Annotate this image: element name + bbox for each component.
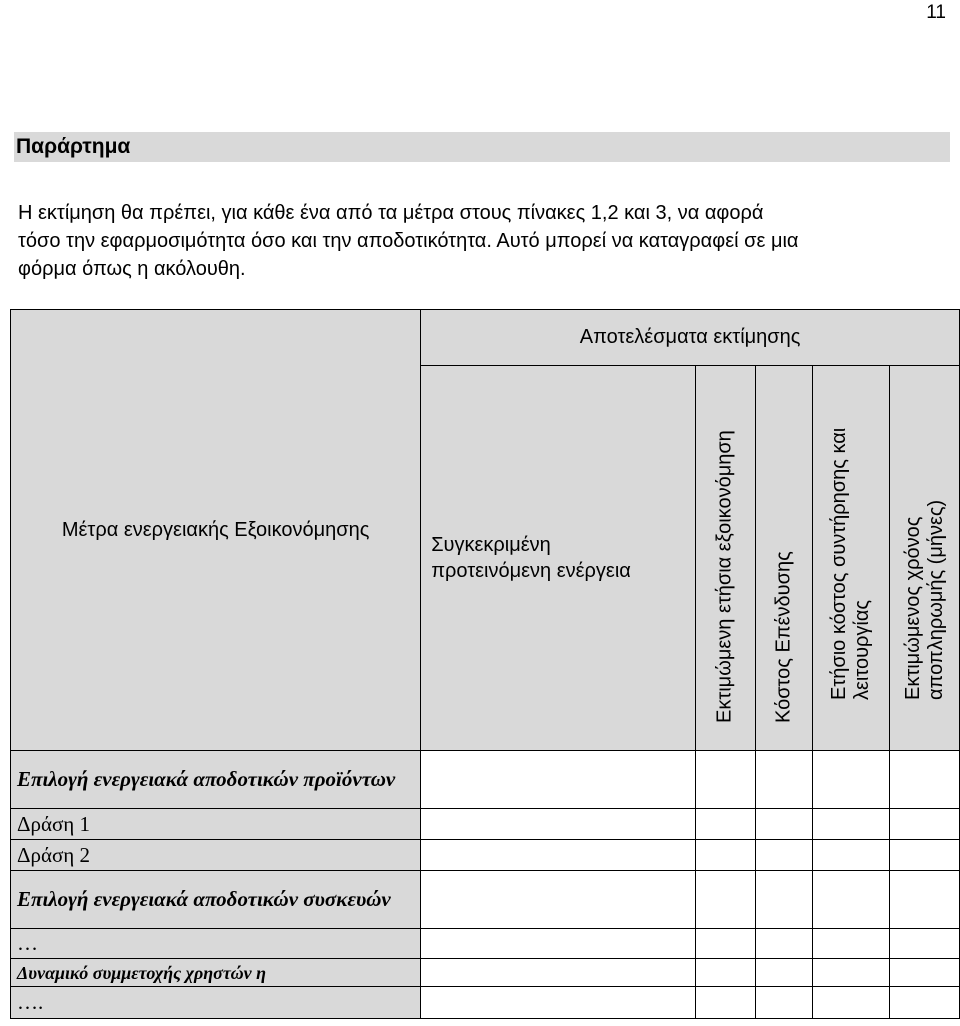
value-cell[interactable] — [755, 929, 813, 959]
action-cell[interactable] — [421, 751, 696, 809]
row-label: Δράση 1 — [11, 809, 421, 840]
action-header-line: προτεινόμενη ενέργεια — [431, 560, 631, 582]
value-cell[interactable] — [890, 987, 960, 1019]
value-cell[interactable] — [813, 929, 890, 959]
value-cell[interactable] — [890, 840, 960, 871]
assessment-form-table — [10, 309, 960, 1019]
value-cell[interactable] — [813, 871, 890, 929]
value-cell[interactable] — [695, 929, 755, 959]
action-cell[interactable] — [421, 871, 696, 929]
row-label: Δυναμικό συμμετοχής χρηστών η — [11, 959, 421, 987]
vertical-header-text — [714, 430, 737, 723]
vertical-header-text — [902, 500, 948, 700]
vertical-header-line: Εκτιμώμενη ετήσια εξοικονόμηση — [713, 430, 736, 723]
header-investment-cost — [755, 366, 813, 751]
value-cell[interactable] — [890, 959, 960, 987]
value-cell[interactable] — [695, 751, 755, 809]
value-cell[interactable] — [813, 959, 890, 987]
measures-header-cell — [11, 310, 421, 751]
value-cell[interactable] — [695, 871, 755, 929]
value-cell[interactable] — [695, 809, 755, 840]
action-cell[interactable] — [421, 959, 696, 987]
header-estimated-savings — [695, 366, 755, 751]
value-cell[interactable] — [890, 751, 960, 809]
results-title: Αποτελέσματα εκτίμησης — [421, 310, 960, 366]
value-cell[interactable] — [890, 929, 960, 959]
table-row — [11, 959, 960, 987]
header-maintenance-cost — [813, 366, 890, 751]
table-row — [11, 809, 960, 840]
row-label: … — [11, 929, 421, 959]
appendix-heading: Παράρτημα — [14, 132, 950, 162]
value-cell[interactable] — [813, 840, 890, 871]
action-cell[interactable] — [421, 929, 696, 959]
action-cell[interactable] — [421, 840, 696, 871]
vertical-header-line: Κόστος Επένδυσης — [772, 551, 795, 723]
value-cell[interactable] — [890, 871, 960, 929]
table-row — [11, 871, 960, 929]
value-cell[interactable] — [755, 809, 813, 840]
value-cell[interactable] — [813, 987, 890, 1019]
value-cell[interactable] — [695, 840, 755, 871]
value-cell[interactable] — [755, 871, 813, 929]
table-row — [11, 751, 960, 809]
header-payback-time — [890, 366, 960, 751]
row-label: …. — [11, 987, 421, 1019]
value-cell[interactable] — [755, 959, 813, 987]
vertical-header-text — [772, 551, 795, 723]
row-label: Δράση 2 — [11, 840, 421, 871]
action-header-line: Συγκεκριμένη — [431, 534, 551, 556]
value-cell[interactable] — [890, 809, 960, 840]
action-cell[interactable] — [421, 987, 696, 1019]
value-cell[interactable] — [695, 987, 755, 1019]
value-cell[interactable] — [755, 840, 813, 871]
value-cell[interactable] — [755, 987, 813, 1019]
intro-line: τόσο την εφαρμοσιμότητα όσο και την αποδοτικότητα. Αυτό μπορεί να καταγραφεί σε μια — [18, 230, 799, 252]
intro-line: φόρμα όπως η ακόλουθη. — [18, 258, 246, 280]
page-number: 11 — [926, 2, 946, 23]
row-label: Επιλογή ενεργειακά αποδοτικών συσκευών — [11, 871, 421, 929]
value-cell[interactable] — [813, 751, 890, 809]
intro-line: Η εκτίμηση θα πρέπει, για κάθε ένα από τα μέτρα στους πίνακες 1,2 και 3, να αφορά — [18, 202, 764, 224]
vertical-header-line: αποπληρωμής (μήνες) — [924, 499, 947, 700]
vertical-header-line: Εκτιμώμενος χρόνος — [901, 516, 924, 700]
table-row — [11, 987, 960, 1019]
intro-paragraph — [18, 199, 953, 283]
value-cell[interactable] — [755, 751, 813, 809]
value-cell[interactable] — [813, 809, 890, 840]
vertical-header-line: λειτουργίας — [851, 599, 874, 700]
value-cell[interactable] — [695, 959, 755, 987]
row-label: Επιλογή ενεργειακά αποδοτικών προϊόντων — [11, 751, 421, 809]
vertical-header-line: Ετήσιο κόστος συντήρησης και — [828, 427, 851, 700]
table-row — [11, 929, 960, 959]
action-cell[interactable] — [421, 809, 696, 840]
vertical-header-text — [828, 428, 874, 700]
measures-header: Μέτρα ενεργειακής Εξοικονόμησης — [61, 518, 370, 541]
table-row — [11, 840, 960, 871]
action-header — [421, 366, 696, 751]
